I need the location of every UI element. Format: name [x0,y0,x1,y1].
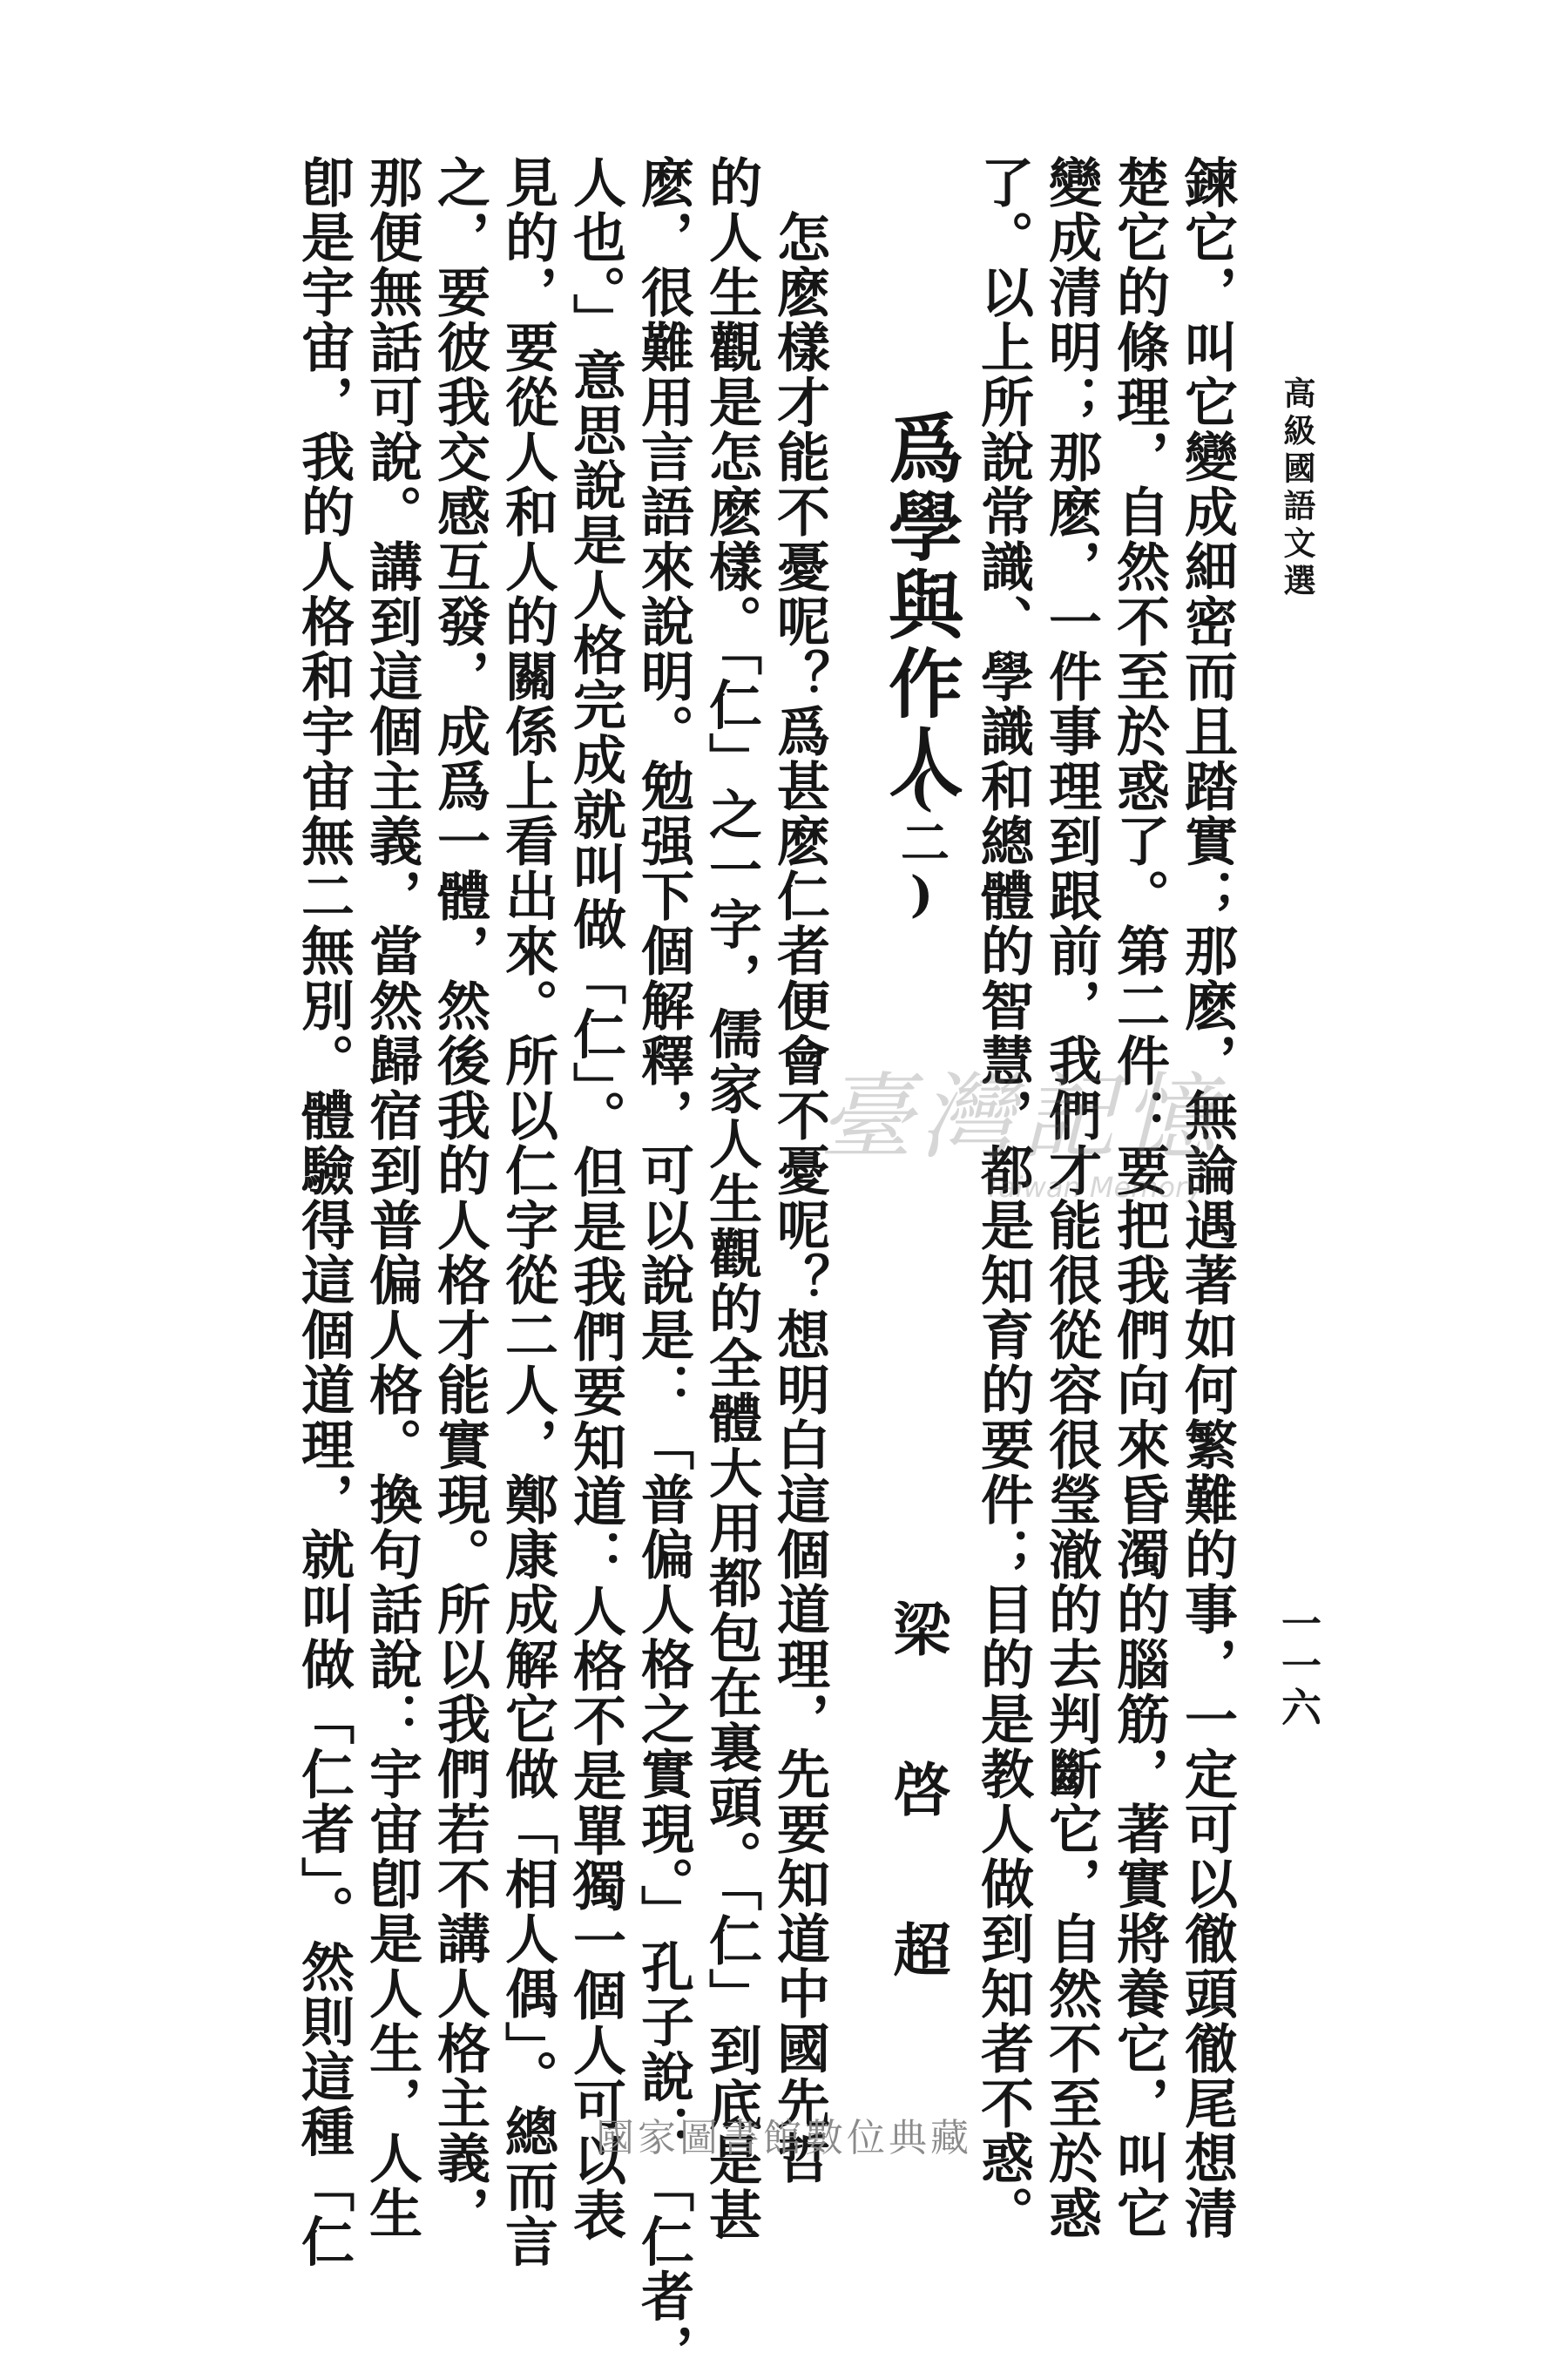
watermark-sub-text: Taiwan Memory [984,1171,1204,1204]
text-column: 見的，要從人和人的關係上看出來。所以仁字從二人，鄭康成解它做「相人偶」。總而言 [497,155,558,2269]
text-column: 那便無話可說。講到這個主義，當然歸宿到普偏人格。換句話說：宇宙卽是人生，人生 [361,155,422,2240]
text-column: 之，要彼我交感互發，成爲一體，然後我的人格才能實現。所以我們若不講人格主義， [429,155,490,2240]
text-column: 變成清明；那麽，一件事理到跟前，我們才能很從容很瑩澈的去判斷它，自然不至於惑 [1040,155,1102,2240]
text-column: 鍊它，叫它變成細密而且踏實；那麽，無論遇著如何繁難的事，一定可以徹頭徹尾想清 [1176,155,1238,2240]
page-number: 一一六 [1275,1603,1322,1728]
article-title: 爲學與作人 [875,409,963,801]
article-part-number: (二) [893,760,950,923]
watermark-main-text: 臺灣記憶 [819,1064,1224,1173]
text-column: 卽是宇宙，我的人格和宇宙無二無別。體驗得這個道理，就叫做「仁者」。然則這種「仁 [293,155,355,2269]
text-column: 了。以上所說常識、學識和總體的智慧，都是知育的要件；目的是教人做到知者不惑。 [972,155,1034,2240]
text-column: 的人生觀是怎麽樣。「仁」之一字，儒家人生觀的全體大用都包在裏頭。「仁」到底是甚 [700,155,762,2242]
text-column: 怎麽樣才能不憂呢？爲甚麽仁者便會不憂呢？想明白這個道理，先要知道中國先哲 [768,155,830,2186]
text-column: 人也。」意思說是人格完成就叫做「仁」。但是我們要知道：人格不是單獨一個人可以表 [564,155,626,2242]
footer-credit: 國家圖書館數位典藏 [596,2116,972,2160]
article-author: 梁 啓 超 [883,1599,951,2000]
watermark [819,1064,1272,1220]
running-title: 高級國語文選 [1278,376,1316,601]
text-column: 楚它的條理，自然不至於惑了。第二件：要把我們向來昏濁的腦筋，著實將養它，叫它 [1108,155,1170,2240]
text-column: 麽，很難用言語來說明。勉强下個解釋，可以說是：「普偏人格之實現。」孔子說：「仁者， [632,155,694,2379]
